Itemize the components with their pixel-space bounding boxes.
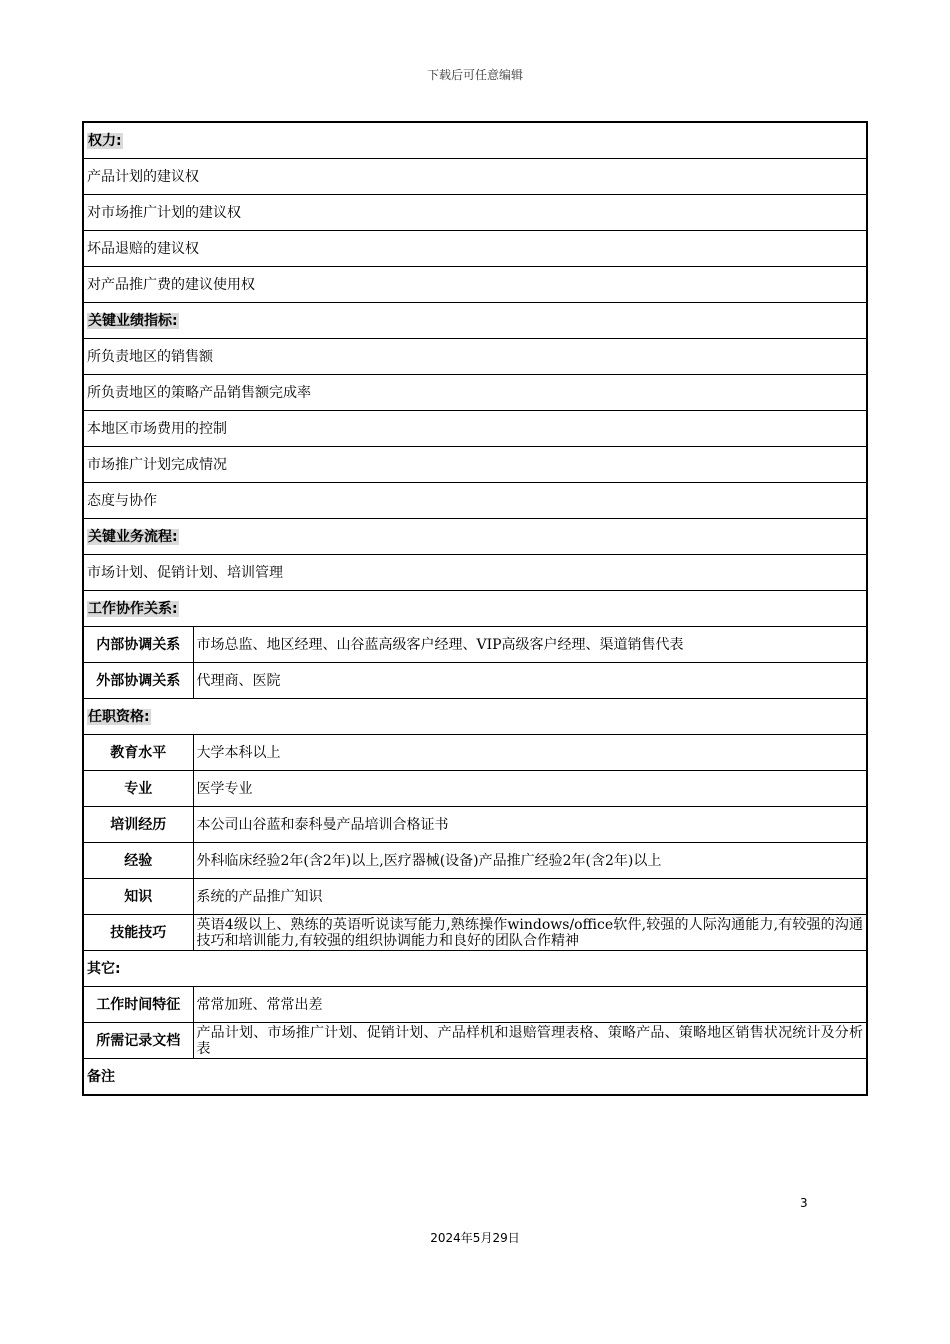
list-item bbox=[83, 375, 867, 411]
list-item bbox=[83, 483, 867, 519]
section-title-authority: 权力: bbox=[83, 122, 867, 159]
section-remarks-row bbox=[83, 1059, 867, 1096]
kpi-item: 所负责地区的销售额 bbox=[83, 339, 867, 375]
table-row bbox=[83, 1023, 867, 1059]
documents-value: 产品计划、市场推广计划、促销计划、产品样机和退赔管理表格、策略产品、策略地区销售状况统计及分析表 bbox=[193, 1023, 867, 1059]
section-other-row bbox=[83, 951, 867, 987]
section-authority-row bbox=[83, 122, 867, 159]
training-label: 培训经历 bbox=[83, 807, 193, 843]
list-item bbox=[83, 411, 867, 447]
table-row bbox=[83, 771, 867, 807]
training-value: 本公司山谷蓝和泰科曼产品培训合格证书 bbox=[193, 807, 867, 843]
internal-relations-value: 市场总监、地区经理、山谷蓝高级客户经理、VIP高级客户经理、渠道销售代表 bbox=[193, 627, 867, 663]
major-value: 医学专业 bbox=[193, 771, 867, 807]
section-qualifications-row bbox=[83, 699, 867, 735]
section-title-kpi: 关键业绩指标: bbox=[83, 303, 867, 339]
kpi-item: 市场推广计划完成情况 bbox=[83, 447, 867, 483]
skills-value: 英语4级以上、熟练的英语听说读写能力,熟练操作windows/office软件,较强的人际沟通能力,有较强的沟通技巧和培训能力,有较强的组织协调能力和良好的团队合作精神 bbox=[193, 915, 867, 951]
table-row bbox=[83, 735, 867, 771]
table-row bbox=[83, 915, 867, 951]
process-item: 市场计划、促销计划、培训管理 bbox=[83, 555, 867, 591]
section-process-row bbox=[83, 519, 867, 555]
table-row bbox=[83, 627, 867, 663]
section-title-other: 其它: bbox=[83, 951, 867, 987]
authority-item: 坏品退赔的建议权 bbox=[83, 231, 867, 267]
major-label: 专业 bbox=[83, 771, 193, 807]
documents-label: 所需记录文档 bbox=[83, 1023, 193, 1059]
section-kpi-row bbox=[83, 303, 867, 339]
list-item bbox=[83, 339, 867, 375]
list-item bbox=[83, 231, 867, 267]
table-row bbox=[83, 843, 867, 879]
job-description-table bbox=[82, 121, 868, 1096]
work-time-label: 工作时间特征 bbox=[83, 987, 193, 1023]
kpi-item: 所负责地区的策略产品销售额完成率 bbox=[83, 375, 867, 411]
section-title-relations: 工作协作关系: bbox=[83, 591, 867, 627]
knowledge-value: 系统的产品推广知识 bbox=[193, 879, 867, 915]
table-row bbox=[83, 807, 867, 843]
section-title-remarks: 备注 bbox=[83, 1059, 867, 1096]
kpi-item: 态度与协作 bbox=[83, 483, 867, 519]
experience-label: 经验 bbox=[83, 843, 193, 879]
knowledge-label: 知识 bbox=[83, 879, 193, 915]
work-time-value: 常常加班、常常出差 bbox=[193, 987, 867, 1023]
section-title-qualifications: 任职资格: bbox=[83, 699, 867, 735]
header-note: 下载后可任意编辑 bbox=[426, 68, 523, 82]
authority-item: 对市场推广计划的建议权 bbox=[83, 195, 867, 231]
experience-value: 外科临床经验2年(含2年)以上,医疗器械(设备)产品推广经验2年(含2年)以上 bbox=[193, 843, 867, 879]
education-value: 大学本科以上 bbox=[193, 735, 867, 771]
page-number: 3 bbox=[800, 1196, 808, 1210]
external-relations-value: 代理商、医院 bbox=[193, 663, 867, 699]
internal-relations-label: 内部协调关系 bbox=[83, 627, 193, 663]
list-item bbox=[83, 159, 867, 195]
table-row bbox=[83, 663, 867, 699]
section-relations-row bbox=[83, 591, 867, 627]
external-relations-label: 外部协调关系 bbox=[83, 663, 193, 699]
authority-item: 产品计划的建议权 bbox=[83, 159, 867, 195]
section-title-process: 关键业务流程: bbox=[83, 519, 867, 555]
list-item bbox=[83, 447, 867, 483]
list-item bbox=[83, 555, 867, 591]
education-label: 教育水平 bbox=[83, 735, 193, 771]
list-item bbox=[83, 195, 867, 231]
table-row bbox=[83, 879, 867, 915]
table-row bbox=[83, 987, 867, 1023]
kpi-item: 本地区市场费用的控制 bbox=[83, 411, 867, 447]
footer-date: 2024年5月29日 bbox=[430, 1231, 520, 1245]
list-item bbox=[83, 267, 867, 303]
skills-label: 技能技巧 bbox=[83, 915, 193, 951]
authority-item: 对产品推广费的建议使用权 bbox=[83, 267, 867, 303]
